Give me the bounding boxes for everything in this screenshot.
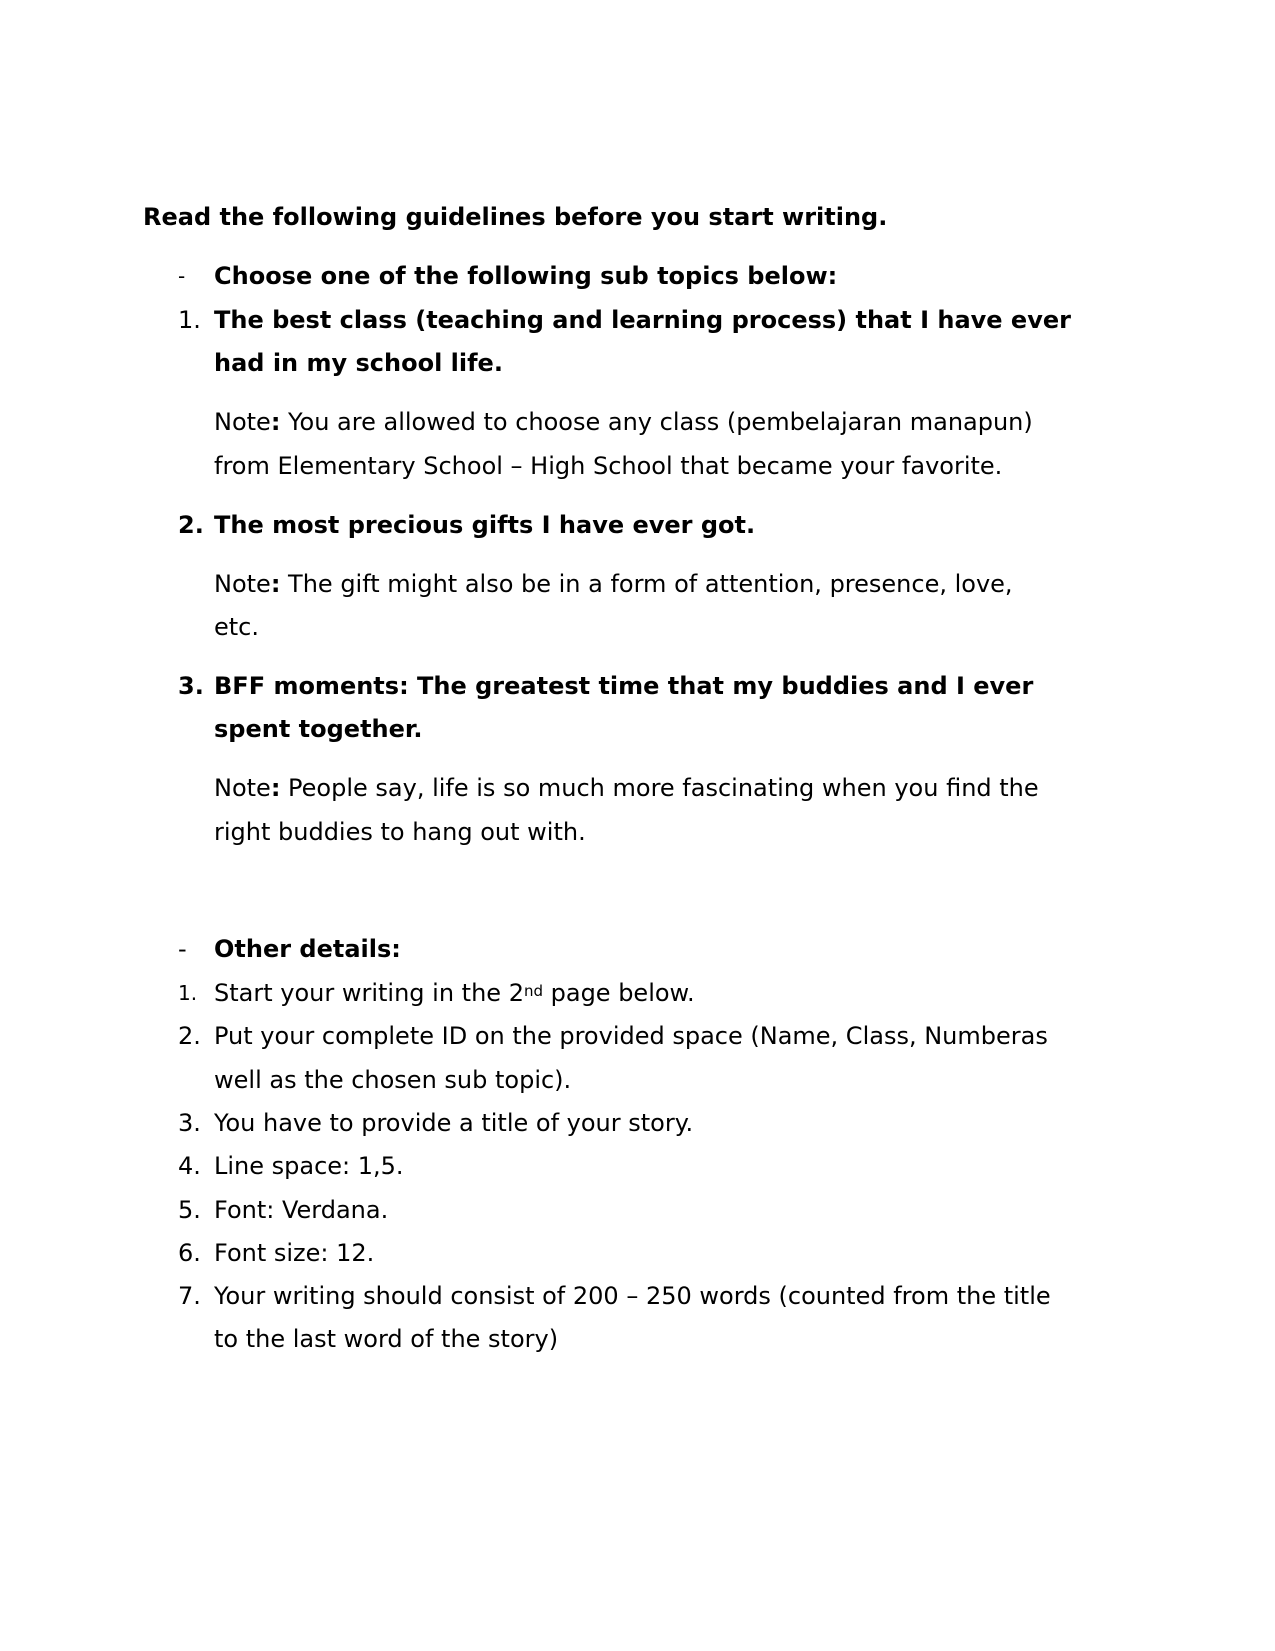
detail-2-line-1: Put your complete ID on the provided space (Name, Class, Numberas [214, 1022, 1048, 1050]
note-label: Note [214, 774, 271, 802]
note-label: Note [214, 570, 271, 598]
detail-7-line-2: to the last word of the story) [214, 1325, 559, 1353]
detail-4-number: 4. [178, 1152, 201, 1180]
topic-3-line-2: spent together. [214, 715, 423, 743]
document-heading: Read the following guidelines before you start writing. [143, 203, 888, 231]
topic-1-line-2: had in my school life. [214, 349, 503, 377]
detail-3-number: 3. [178, 1109, 201, 1137]
detail-6-number: 6. [178, 1239, 201, 1267]
note-colon: : [270, 774, 281, 802]
detail-1-text-pre: Start your writing in the 2 [214, 979, 524, 1007]
section2-title: Other details: [214, 935, 401, 963]
detail-4-line-1: Line space: 1,5. [214, 1152, 404, 1180]
section1-dash-marker: - [178, 264, 186, 288]
topic-1-line-1: The best class (teaching and learning process) that I have ever [214, 306, 1071, 334]
topic-1-note-line-1 [214, 407, 1033, 437]
note-text: People say, life is so much more fascinating when you find the [280, 774, 1039, 802]
section1-title: Choose one of the following sub topics below: [214, 262, 838, 290]
topic-2-number: 2. [178, 511, 204, 539]
topic-3-note-line-1 [214, 773, 1039, 803]
topic-1-number: 1. [178, 306, 201, 334]
topic-3-line-1: BFF moments: The greatest time that my buddies and I ever [214, 672, 1034, 700]
topic-2-note-line-1 [214, 569, 1013, 599]
detail-1-number: 1. [178, 981, 198, 1005]
detail-7-number: 7. [178, 1282, 201, 1310]
detail-5-line-1: Font: Verdana. [214, 1196, 389, 1224]
topic-1-note-line-2: from Elementary School – High School that became your favorite. [214, 452, 1003, 480]
detail-1-text-post: page below. [543, 979, 695, 1007]
topic-3-number: 3. [178, 672, 204, 700]
detail-2-number: 2. [178, 1022, 201, 1050]
detail-1-line-1 [214, 978, 695, 1008]
ordinal-superscript: nd [523, 982, 543, 1000]
detail-3-line-1: You have to provide a title of your story. [214, 1109, 694, 1137]
detail-2-line-2: well as the chosen sub topic). [214, 1066, 572, 1094]
note-colon: : [270, 408, 281, 436]
note-label: Note [214, 408, 271, 436]
section2-dash-marker: - [178, 935, 187, 963]
note-colon: : [270, 570, 281, 598]
note-text: You are allowed to choose any class (pembelajaran manapun) [280, 408, 1033, 436]
note-text: The gift might also be in a form of attention, presence, love, [280, 570, 1013, 598]
detail-6-line-1: Font size: 12. [214, 1239, 375, 1267]
topic-2-line-1: The most precious gifts I have ever got. [214, 511, 756, 539]
topic-2-note-line-2: etc. [214, 613, 259, 641]
detail-5-number: 5. [178, 1196, 201, 1224]
topic-3-note-line-2: right buddies to hang out with. [214, 818, 586, 846]
detail-7-line-1: Your writing should consist of 200 – 250 words (counted from the title [214, 1282, 1051, 1310]
